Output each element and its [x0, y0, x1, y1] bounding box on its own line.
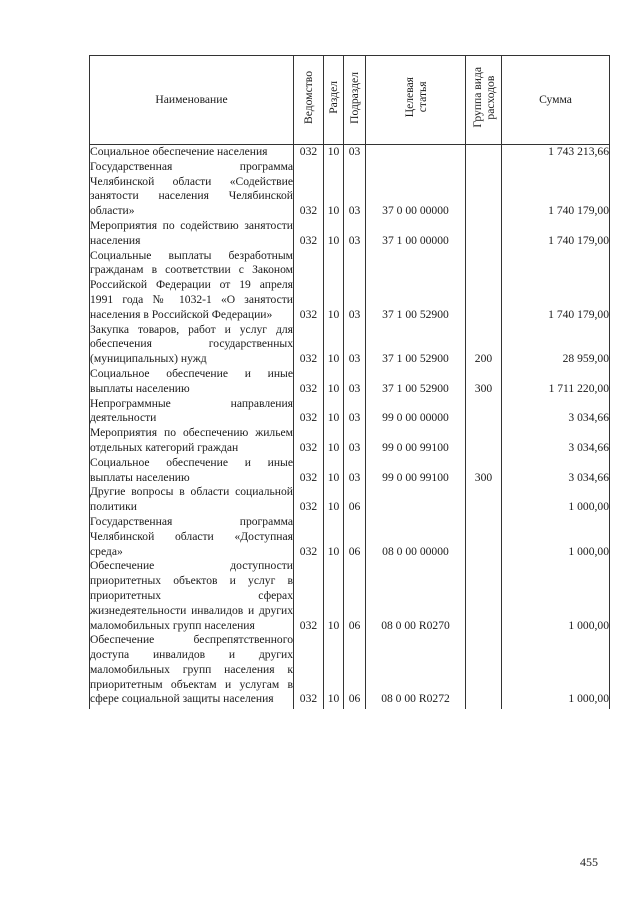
cell-expense-group — [466, 515, 502, 559]
cell-target: 99 0 00 99100 — [366, 456, 466, 486]
cell-expense-group — [466, 219, 502, 249]
cell-section: 10 — [324, 160, 344, 219]
cell-amount: 1 740 179,00 — [502, 160, 610, 219]
cell-section: 10 — [324, 219, 344, 249]
cell-name: Государственная программа Челябинской области «Содействие занятости населения Челябинской области» — [90, 159, 293, 218]
header-section: Раздел — [324, 56, 344, 145]
cell-subsection: 03 — [344, 426, 366, 456]
cell-target: 08 0 00 00000 — [366, 515, 466, 559]
cell-expense-group: 300 — [466, 456, 502, 486]
budget-table — [89, 55, 610, 709]
cell-expense-group — [466, 145, 502, 160]
cell-section: 10 — [324, 249, 344, 323]
cell-subsection: 03 — [344, 456, 366, 486]
cell-ministry: 032 — [294, 367, 324, 397]
header-name: Наименование — [90, 56, 294, 145]
cell-subsection: 03 — [344, 397, 366, 427]
table-row — [90, 367, 610, 397]
cell-section: 10 — [324, 633, 344, 709]
cell-expense-group — [466, 426, 502, 456]
cell-section: 10 — [324, 456, 344, 486]
page-number: 455 — [580, 855, 598, 869]
cell-amount: 3 034,66 — [502, 397, 610, 427]
cell-subsection: 03 — [344, 367, 366, 397]
cell-section: 10 — [324, 367, 344, 397]
cell-name: Обеспечение беспрепятственного доступа инвалидов и других маломобильных групп населения к приоритетным объектам и услугам в сфере социальной защиты населения — [90, 633, 294, 709]
cell-amount: 1 000,00 — [502, 559, 610, 633]
cell-subsection: 03 — [344, 249, 366, 323]
cell-name: Мероприятия по обеспечению жильем отдельных категорий граждан — [90, 426, 293, 454]
cell-expense-group: 300 — [466, 367, 502, 397]
cell-target: 08 0 00 R0272 — [366, 633, 466, 709]
cell-target: 08 0 00 R0270 — [366, 559, 466, 633]
table-row — [90, 633, 610, 709]
table-row — [90, 485, 610, 515]
cell-section: 10 — [324, 323, 344, 367]
cell-subsection: 06 — [344, 485, 366, 515]
cell-expense-group — [466, 559, 502, 633]
cell-subsection: 06 — [344, 515, 366, 559]
header-expense-group: Группа вида расходов — [466, 56, 502, 145]
cell-name: Непрограммные направления деятельности — [90, 396, 293, 425]
cell-expense-group — [466, 397, 502, 427]
table-row — [90, 219, 610, 249]
cell-amount: 1 743 213,66 — [502, 145, 610, 160]
cell-subsection: 03 — [344, 145, 366, 160]
cell-expense-group — [466, 160, 502, 219]
cell-name: Другие вопросы в области социальной политики — [90, 485, 293, 514]
cell-subsection: 03 — [344, 323, 366, 367]
table-row — [90, 397, 610, 427]
cell-target: 37 1 00 52900 — [366, 367, 466, 397]
table-body — [90, 145, 610, 710]
cell-ministry: 032 — [294, 559, 324, 633]
cell-name: Социальное обеспечение населения — [90, 145, 294, 160]
header-target: Целевая статья — [366, 56, 466, 145]
cell-amount: 1 000,00 — [502, 515, 610, 559]
cell-target: 37 1 00 52900 — [366, 323, 466, 367]
cell-amount: 1 000,00 — [502, 485, 610, 515]
cell-section: 10 — [324, 559, 344, 633]
cell-expense-group — [466, 633, 502, 709]
cell-subsection: 06 — [344, 633, 366, 709]
cell-name: Мероприятия по содействию занятости населения — [90, 218, 293, 247]
cell-target: 37 1 00 00000 — [366, 219, 466, 249]
cell-amount: 1 740 179,00 — [502, 219, 610, 249]
cell-section: 10 — [324, 426, 344, 456]
cell-subsection: 03 — [344, 219, 366, 249]
cell-section: 10 — [324, 515, 344, 559]
cell-ministry: 032 — [294, 249, 324, 323]
header-amount: Сумма — [502, 56, 610, 145]
cell-target: 99 0 00 00000 — [366, 397, 466, 427]
cell-name: Социальные выплаты безработным гражданам в соответствии с Законом Российской Федерации от 19 апреля 1991 года № 1032-1 «О занятости населения в Российской Федерации» — [90, 248, 293, 321]
cell-target: 37 0 00 00000 — [366, 160, 466, 219]
cell-amount: 3 034,66 — [502, 426, 610, 456]
table-row — [90, 145, 610, 160]
cell-amount: 28 959,00 — [502, 323, 610, 367]
cell-amount: 1 711 220,00 — [502, 367, 610, 397]
cell-name: Государственная программа Челябинской области «Доступная среда» — [90, 514, 293, 558]
cell-amount: 1 000,00 — [502, 633, 610, 709]
cell-target: 37 1 00 52900 — [366, 249, 466, 323]
cell-ministry: 032 — [294, 633, 324, 709]
cell-subsection: 03 — [344, 160, 366, 219]
cell-section: 10 — [324, 485, 344, 515]
cell-target — [366, 145, 466, 160]
cell-ministry: 032 — [294, 426, 324, 456]
table-row — [90, 456, 610, 486]
cell-amount: 1 740 179,00 — [502, 249, 610, 323]
cell-subsection: 06 — [344, 559, 366, 633]
table-row — [90, 323, 610, 367]
cell-ministry: 032 — [294, 515, 324, 559]
header-row — [90, 56, 610, 145]
cell-ministry: 032 — [294, 397, 324, 427]
cell-amount: 3 034,66 — [502, 456, 610, 486]
cell-name: Социальное обеспечение и иные выплаты населению — [90, 366, 293, 395]
table-row — [90, 515, 610, 559]
header-subsection: Подраздел — [344, 56, 366, 145]
table-row — [90, 160, 610, 219]
cell-name: Закупка товаров, работ и услуг для обеспечения государственных (муниципальных) нужд — [90, 322, 293, 366]
table-row — [90, 559, 610, 633]
cell-ministry: 032 — [294, 160, 324, 219]
cell-target — [366, 485, 466, 515]
cell-ministry: 032 — [294, 219, 324, 249]
cell-target: 99 0 00 99100 — [366, 426, 466, 456]
header-ministry: Ведомство — [294, 56, 324, 145]
cell-ministry: 032 — [294, 485, 324, 515]
cell-ministry: 032 — [294, 323, 324, 367]
cell-section: 10 — [324, 145, 344, 160]
cell-section: 10 — [324, 397, 344, 427]
table-row — [90, 426, 610, 456]
table-row — [90, 249, 610, 323]
cell-name: Социальное обеспечение и иные выплаты населению — [90, 455, 293, 484]
cell-name: Обеспечение доступности приоритетных объектов и услуг в приоритетных сферах жизнедеятельности инвалидов и других маломобильных групп населения — [90, 559, 293, 632]
cell-ministry: 032 — [294, 145, 324, 160]
cell-ministry: 032 — [294, 456, 324, 486]
cell-expense-group — [466, 485, 502, 515]
cell-expense-group: 200 — [466, 323, 502, 367]
cell-expense-group — [466, 249, 502, 323]
